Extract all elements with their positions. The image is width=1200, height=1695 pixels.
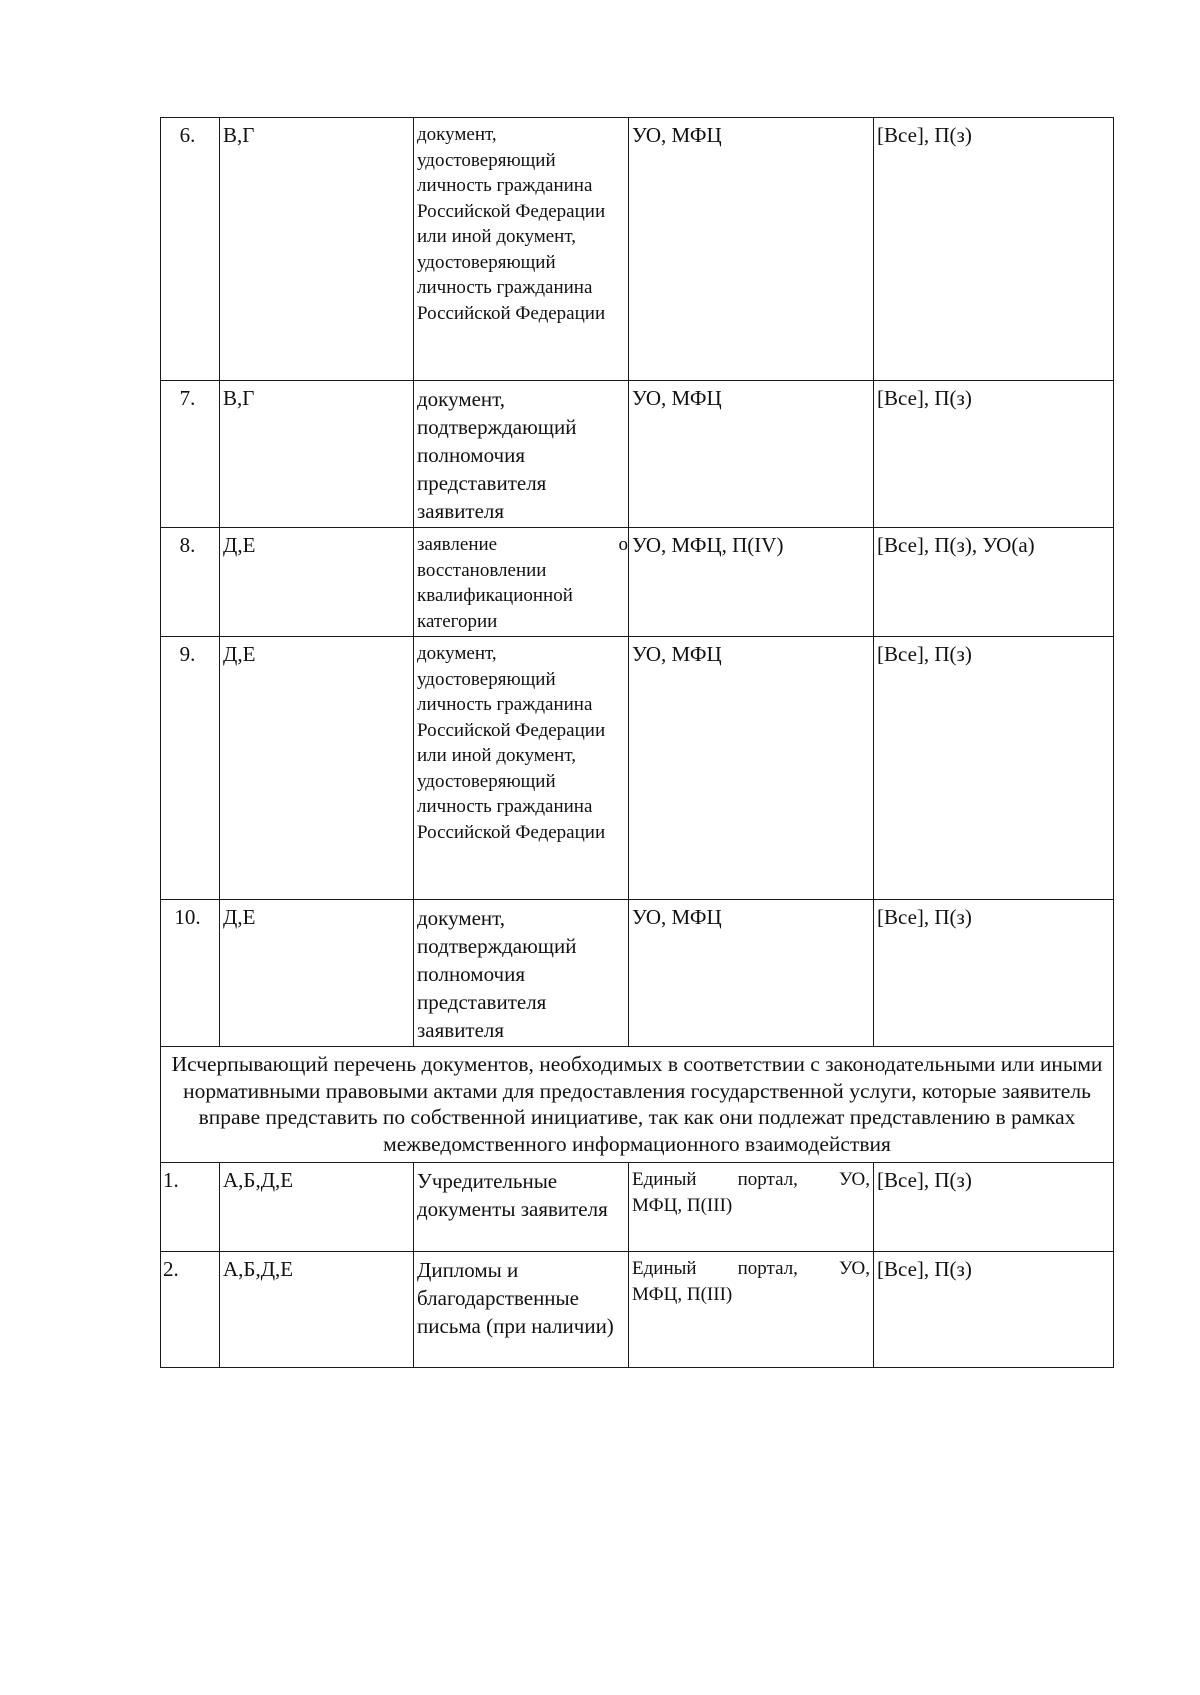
row-document	[414, 528, 629, 637]
row-document: документ, удостоверяющий личность гражданина Российской Федерации или иной документ, удостоверяющий личность гражданина Российской Федерации	[414, 118, 629, 381]
row-categories: В,Г	[220, 381, 414, 528]
row-number: 8.	[161, 528, 220, 637]
section-heading-row	[161, 1047, 1114, 1163]
row-receipt: [Все], П(з), УО(а)	[874, 528, 1114, 637]
row-number: 9.	[161, 637, 220, 900]
table-row	[161, 637, 1114, 900]
row-number: 1.	[161, 1163, 220, 1252]
row-receipt: [Все], П(з)	[874, 1163, 1114, 1252]
row-submission	[629, 1163, 874, 1252]
row-submission: УО, МФЦ	[629, 118, 874, 381]
row-submission-line2: МФЦ, П(III)	[632, 1194, 733, 1216]
row-document: Дипломы и благодарственные письма (при наличии)	[414, 1252, 629, 1368]
row-submission	[629, 1252, 874, 1368]
table-row	[161, 1252, 1114, 1368]
row-categories: А,Б,Д,Е	[220, 1252, 414, 1368]
table-row	[161, 381, 1114, 528]
row-document: документ, удостоверяющий личность гражданина Российской Федерации или иной документ, удостоверяющий личность гражданина Российской Федерации	[414, 637, 629, 900]
row-categories: А,Б,Д,Е	[220, 1163, 414, 1252]
table-row	[161, 528, 1114, 637]
row-number: 10.	[161, 900, 220, 1047]
table-row	[161, 118, 1114, 381]
row-document: документ, подтверждающий полномочия представителя заявителя	[414, 381, 629, 528]
row-categories: Д,Е	[220, 900, 414, 1047]
row-categories: Д,Е	[220, 528, 414, 637]
row-receipt: [Все], П(з)	[874, 637, 1114, 900]
row-document: Учредительные документы заявителя	[414, 1163, 629, 1252]
row-submission: УО, МФЦ	[629, 900, 874, 1047]
row-document-first: заявление	[417, 534, 498, 555]
row-submission-line1: Единый портал, УО,	[632, 1169, 870, 1190]
row-document-rest: восстановлении квалификационной категории	[417, 559, 573, 632]
row-categories: В,Г	[220, 118, 414, 381]
row-receipt: [Все], П(з)	[874, 118, 1114, 381]
table-row	[161, 1163, 1114, 1252]
row-document: документ, подтверждающий полномочия представителя заявителя	[414, 900, 629, 1047]
row-receipt: [Все], П(з)	[874, 900, 1114, 1047]
row-submission-line2: МФЦ, П(III)	[632, 1283, 733, 1305]
documents-table	[160, 117, 1114, 1368]
section-heading: Исчерпывающий перечень документов, необходимых в соответствии с законодательными или иными нормативными правовыми актами для предоставления государственной услуги, которые заявитель вправе представить по собственной инициативе, так как они подлежат представлению в рамках межведомственного информационного взаимодействия	[161, 1047, 1114, 1163]
row-receipt: [Все], П(з)	[874, 1252, 1114, 1368]
row-submission: УО, МФЦ	[629, 381, 874, 528]
row-submission-line1: Единый портал, УО,	[632, 1258, 870, 1279]
table-row	[161, 900, 1114, 1047]
row-categories: Д,Е	[220, 637, 414, 900]
row-document-tail: о	[618, 534, 628, 555]
row-number: 2.	[161, 1252, 220, 1368]
row-submission: УО, МФЦ, П(IV)	[629, 528, 874, 637]
row-number: 7.	[161, 381, 220, 528]
row-receipt: [Все], П(з)	[874, 381, 1114, 528]
row-submission: УО, МФЦ	[629, 637, 874, 900]
row-number: 6.	[161, 118, 220, 381]
